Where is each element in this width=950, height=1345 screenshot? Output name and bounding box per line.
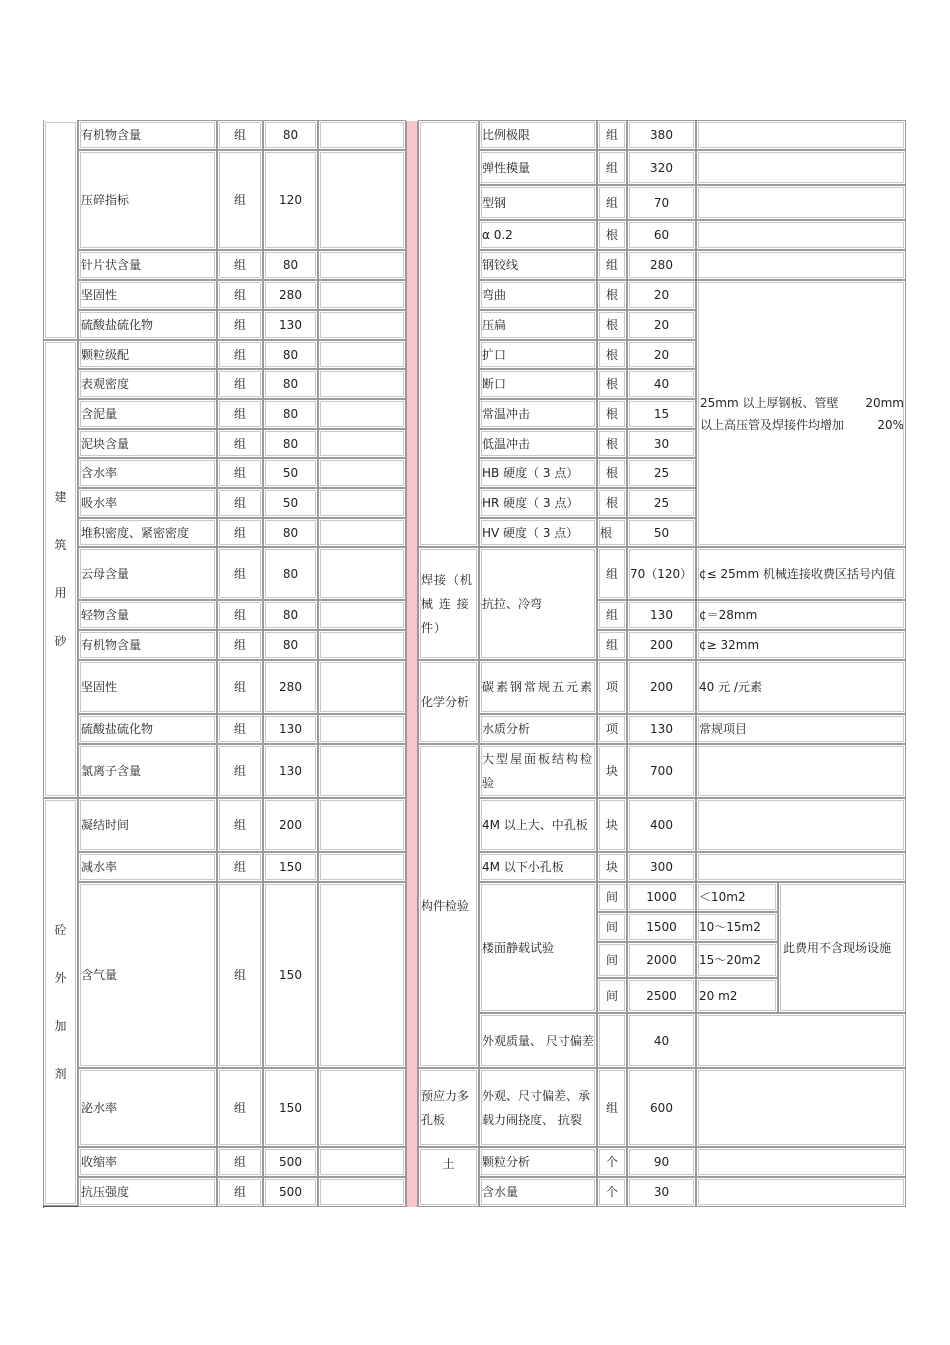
item-unit: 组 — [217, 714, 263, 744]
weld-unit: 组 — [597, 600, 627, 630]
steel-item-note — [696, 120, 906, 150]
note-text: 20% — [877, 417, 904, 432]
prestress-unit: 组 — [597, 1068, 627, 1147]
item-price: 150 — [263, 882, 318, 1068]
floor-price: 1000 — [627, 882, 696, 912]
prestress-price: 600 — [627, 1068, 696, 1147]
item-note — [318, 458, 406, 488]
item-note — [318, 250, 406, 280]
weld-price: 130 — [627, 600, 696, 630]
steel-item-name: HB 硬度（ 3 点） — [479, 458, 597, 488]
soil-item-name: 颗粒分析 — [479, 1147, 597, 1177]
steel-item-price: 380 — [627, 120, 696, 150]
note-text: 25mm 以上厚钢板、管壁 — [700, 395, 839, 410]
item-name: 减水率 — [78, 852, 217, 882]
item-note — [318, 340, 406, 369]
steel-item-name: 钢铰线 — [479, 250, 597, 280]
floor-unit: 间 — [597, 912, 627, 942]
item-unit: 组 — [217, 1068, 263, 1147]
item-price: 150 — [263, 1068, 318, 1147]
steel-item-unit: 组 — [597, 185, 627, 220]
item-note — [318, 280, 406, 310]
item-note — [318, 369, 406, 399]
floor-area: 10～15m2 — [696, 912, 778, 942]
steel-item-price: 25 — [627, 458, 696, 488]
item-unit: 组 — [217, 150, 263, 250]
steel-item-name: 型钢 — [479, 185, 597, 220]
item-note — [318, 150, 406, 250]
soil-unit: 个 — [597, 1147, 627, 1177]
category-steel-blank — [418, 120, 479, 547]
item-note — [318, 429, 406, 458]
steel-item-price: 280 — [627, 250, 696, 280]
item-price: 80 — [263, 399, 318, 429]
item-note — [318, 518, 406, 547]
item-name: 针片状含量 — [78, 250, 217, 280]
weld-note: ¢＝28mm — [696, 600, 906, 630]
steel-item-unit: 根 — [597, 488, 627, 518]
item-name: 硫酸盐硫化物 — [78, 714, 217, 744]
appearance-note — [696, 1013, 906, 1068]
floor-area: ＜10m2 — [696, 882, 778, 912]
steel-item-name: 弯曲 — [479, 280, 597, 310]
category-member: 构件检验 — [418, 744, 479, 1068]
steel-item-unit: 根 — [597, 369, 627, 399]
steel-item-unit: 组 — [597, 250, 627, 280]
item-name: 有机物含量 — [78, 120, 217, 150]
steel-item-name: HV 硬度（ 3 点） — [479, 518, 597, 547]
item-note — [318, 600, 406, 630]
steel-item-unit: 根 — [597, 310, 627, 340]
item-note — [318, 488, 406, 518]
floor-unit: 间 — [597, 882, 627, 912]
member-unit: 块 — [597, 852, 627, 882]
item-name: 坚固性 — [78, 660, 217, 714]
floor-note: 此费用不含现场设施 — [778, 882, 906, 1013]
item-price: 80 — [263, 369, 318, 399]
item-price: 50 — [263, 488, 318, 518]
weld-price: 70（120） — [627, 547, 696, 600]
item-price: 130 — [263, 310, 318, 340]
item-price: 50 — [263, 458, 318, 488]
weld-note: ¢≤ 25mm 机械连接收费区括号内值 — [696, 547, 906, 600]
category-welding: 焊接（机械 连 接件） — [418, 547, 479, 660]
member-item-name: 4M 以上大、中孔板 — [479, 798, 597, 852]
steel-item-note — [696, 220, 906, 250]
item-unit: 组 — [217, 518, 263, 547]
category-admixture: 砼外加剂 — [43, 798, 78, 1206]
item-unit: 组 — [217, 1177, 263, 1207]
steel-item-note — [696, 150, 906, 185]
item-note — [318, 882, 406, 1068]
item-unit: 组 — [217, 429, 263, 458]
item-name: 含泥量 — [78, 399, 217, 429]
item-price: 120 — [263, 150, 318, 250]
floor-price: 2500 — [627, 978, 696, 1013]
item-unit: 组 — [217, 1147, 263, 1177]
steel-item-price: 25 — [627, 488, 696, 518]
item-unit: 组 — [217, 488, 263, 518]
steel-item-price: 20 — [627, 280, 696, 310]
steel-item-name: 低温冲击 — [479, 429, 597, 458]
item-price: 200 — [263, 798, 318, 852]
item-price: 80 — [263, 340, 318, 369]
steel-item-price: 30 — [627, 429, 696, 458]
item-name: 泌水率 — [78, 1068, 217, 1147]
member-note — [696, 798, 906, 852]
item-price: 80 — [263, 600, 318, 630]
member-price: 300 — [627, 852, 696, 882]
member-item-name: 大型屋面板结构检验 — [479, 744, 597, 798]
steel-item-name: 常温冲击 — [479, 399, 597, 429]
floor-price: 2000 — [627, 942, 696, 978]
item-price: 80 — [263, 630, 318, 660]
item-unit: 组 — [217, 660, 263, 714]
item-note — [318, 120, 406, 150]
steel-item-unit: 根 — [597, 458, 627, 488]
weld-unit: 组 — [597, 547, 627, 600]
item-name: 坚固性 — [78, 280, 217, 310]
item-name: 泥块含量 — [78, 429, 217, 458]
item-note — [318, 1068, 406, 1147]
category-prestressed: 预应力多孔板 — [418, 1068, 479, 1147]
item-note — [318, 660, 406, 714]
steel-item-price: 15 — [627, 399, 696, 429]
item-unit: 组 — [217, 250, 263, 280]
floor-price: 1500 — [627, 912, 696, 942]
item-unit: 组 — [217, 798, 263, 852]
chem-price: 200 — [627, 660, 696, 714]
soil-note — [696, 1177, 906, 1207]
steel-item-name: 扩口 — [479, 340, 597, 369]
item-unit: 组 — [217, 340, 263, 369]
item-name: 有机物含量 — [78, 630, 217, 660]
steel-item-name: 比例极限 — [479, 120, 597, 150]
floor-unit: 间 — [597, 942, 627, 978]
category-blank — [43, 120, 78, 340]
soil-unit: 个 — [597, 1177, 627, 1207]
category-chemical: 化学分析 — [418, 660, 479, 744]
item-price: 280 — [263, 280, 318, 310]
item-name: 氯离子含量 — [78, 744, 217, 798]
soil-price: 30 — [627, 1177, 696, 1207]
weld-note: ¢≥ 32mm — [696, 630, 906, 660]
item-name: 压碎指标 — [78, 150, 217, 250]
chem-unit: 项 — [597, 660, 627, 714]
steel-item-price: 320 — [627, 150, 696, 185]
member-unit: 块 — [597, 798, 627, 852]
steel-item-price: 50 — [627, 518, 696, 547]
steel-item-price: 20 — [627, 340, 696, 369]
steel-item-price: 40 — [627, 369, 696, 399]
item-note — [318, 547, 406, 600]
item-note — [318, 630, 406, 660]
prestress-item-name: 外观、尺寸偏差、承载力闹挠度、 抗裂 — [479, 1068, 597, 1147]
item-note — [318, 1177, 406, 1207]
item-price: 80 — [263, 250, 318, 280]
item-note — [318, 310, 406, 340]
item-unit: 组 — [217, 310, 263, 340]
steel-item-unit: 根 — [597, 340, 627, 369]
item-price: 80 — [263, 429, 318, 458]
item-unit: 组 — [217, 547, 263, 600]
steel-item-unit: 根 — [597, 280, 627, 310]
member-price: 400 — [627, 798, 696, 852]
item-price: 280 — [263, 660, 318, 714]
item-name: 硫酸盐硫化物 — [78, 310, 217, 340]
item-name: 轻物含量 — [78, 600, 217, 630]
weld-item-name: 抗拉、冷弯 — [479, 547, 597, 660]
item-note — [318, 798, 406, 852]
item-price: 150 — [263, 852, 318, 882]
member-note — [696, 744, 906, 798]
item-name: 表观密度 — [78, 369, 217, 399]
chem-price: 130 — [627, 714, 696, 744]
chem-item-name: 水质分析 — [479, 714, 597, 744]
center-divider — [406, 121, 418, 1207]
item-name: 云母含量 — [78, 547, 217, 600]
item-price: 130 — [263, 714, 318, 744]
member-note — [696, 852, 906, 882]
item-name: 含水率 — [78, 458, 217, 488]
item-price: 80 — [263, 547, 318, 600]
steel-item-price: 20 — [627, 310, 696, 340]
steel-item-name: HR 硬度（ 3 点） — [479, 488, 597, 518]
item-unit: 组 — [217, 369, 263, 399]
chem-note: 常规项目 — [696, 714, 906, 744]
member-item-name: 4M 以下小孔板 — [479, 852, 597, 882]
steel-item-name: 弹性模量 — [479, 150, 597, 185]
steel-item-unit: 组 — [597, 120, 627, 150]
item-unit: 组 — [217, 630, 263, 660]
note-text: 以上高压管及焊接件均增加 — [700, 417, 845, 432]
item-note — [318, 744, 406, 798]
steel-item-note — [696, 185, 906, 220]
item-price: 500 — [263, 1177, 318, 1207]
steel-item-name: α 0.2 — [479, 220, 597, 250]
steel-item-unit: 根 — [597, 399, 627, 429]
note-text: 20mm — [865, 395, 904, 410]
item-name: 凝结时间 — [78, 798, 217, 852]
item-name: 颗粒级配 — [78, 340, 217, 369]
chem-item-name: 碳素钢常规五元素 — [479, 660, 597, 714]
item-name: 含气量 — [78, 882, 217, 1068]
member-price: 700 — [627, 744, 696, 798]
member-unit: 块 — [597, 744, 627, 798]
item-name: 吸水率 — [78, 488, 217, 518]
steel-item-unit: 根 — [597, 429, 627, 458]
weld-price: 200 — [627, 630, 696, 660]
steel-item-name: 断口 — [479, 369, 597, 399]
floor-area: 20 m2 — [696, 978, 778, 1013]
item-unit: 组 — [217, 882, 263, 1068]
item-name: 抗压强度 — [78, 1177, 217, 1207]
steel-item-unit: 根 — [597, 220, 627, 250]
item-price: 500 — [263, 1147, 318, 1177]
floor-unit: 间 — [597, 978, 627, 1013]
steel-item-price: 70 — [627, 185, 696, 220]
item-unit: 组 — [217, 600, 263, 630]
item-note — [318, 1147, 406, 1177]
appearance-item-name: 外观质量、 尺寸偏差 — [479, 1013, 597, 1068]
steel-thickness-note — [696, 280, 906, 547]
chem-unit: 项 — [597, 714, 627, 744]
soil-item-name: 含水量 — [479, 1177, 597, 1207]
steel-item-unit: 根 — [597, 518, 627, 547]
floor-area: 15～20m2 — [696, 942, 778, 978]
item-unit: 组 — [217, 280, 263, 310]
item-note — [318, 852, 406, 882]
item-price: 130 — [263, 744, 318, 798]
item-unit: 组 — [217, 852, 263, 882]
item-unit: 组 — [217, 399, 263, 429]
item-note — [318, 714, 406, 744]
category-soil: 土 — [418, 1147, 479, 1207]
steel-item-unit: 组 — [597, 150, 627, 185]
chem-note: 40 元 /元素 — [696, 660, 906, 714]
soil-note — [696, 1147, 906, 1177]
item-unit: 组 — [217, 458, 263, 488]
item-price: 80 — [263, 120, 318, 150]
floor-item-name: 楼面静载试验 — [479, 882, 597, 1013]
prestress-note — [696, 1068, 906, 1147]
item-unit: 组 — [217, 744, 263, 798]
weld-unit: 组 — [597, 630, 627, 660]
steel-item-name: 压扁 — [479, 310, 597, 340]
appearance-price: 40 — [627, 1013, 696, 1068]
item-price: 80 — [263, 518, 318, 547]
item-unit: 组 — [217, 120, 263, 150]
steel-item-price: 60 — [627, 220, 696, 250]
category-sand: 建筑用砂 — [43, 340, 78, 798]
soil-price: 90 — [627, 1147, 696, 1177]
item-name: 收缩率 — [78, 1147, 217, 1177]
item-note — [318, 399, 406, 429]
item-name: 堆积密度、紧密密度 — [78, 518, 217, 547]
steel-item-note — [696, 250, 906, 280]
appearance-unit — [597, 1013, 627, 1068]
